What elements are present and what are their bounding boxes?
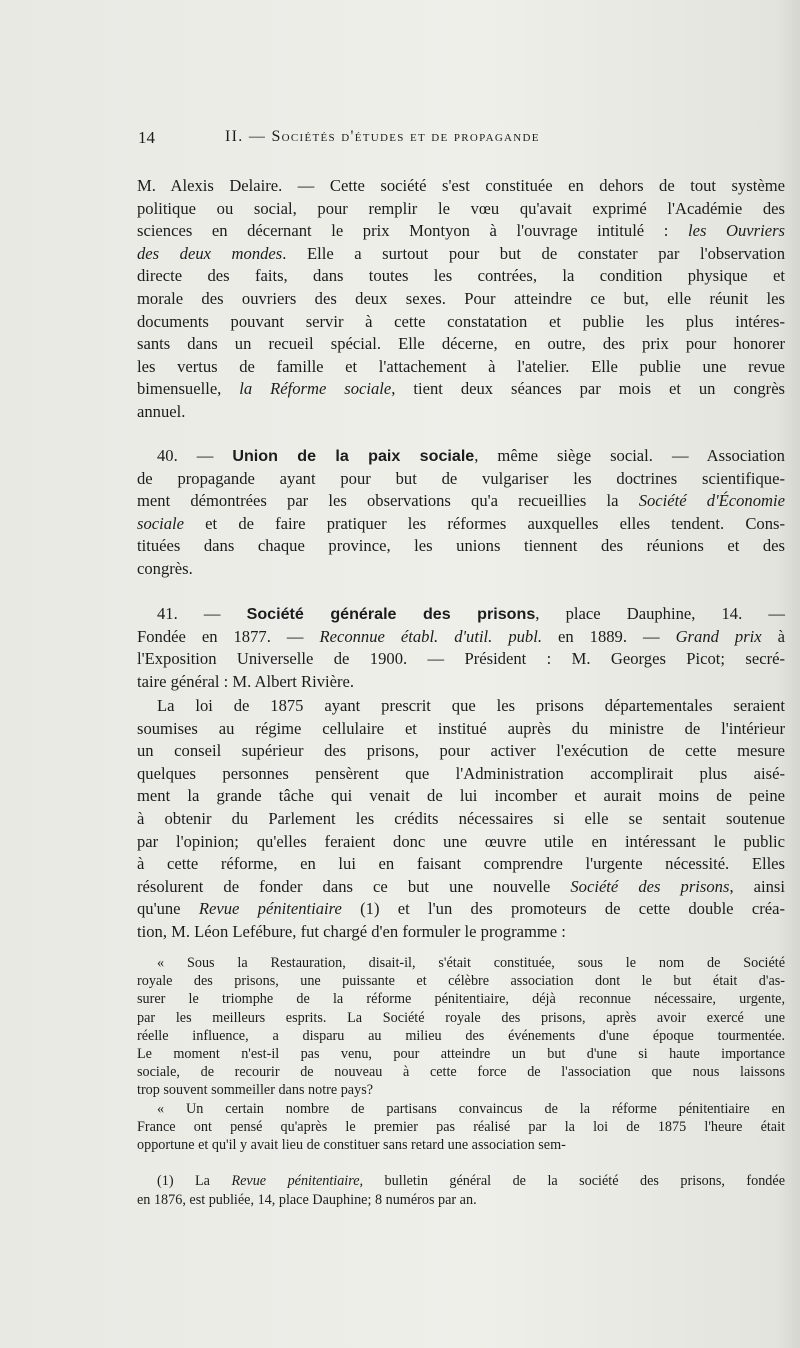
entry-title: Société générale des prisons xyxy=(246,605,536,623)
text-run: annuel. xyxy=(137,401,186,421)
text-line xyxy=(137,1100,785,1118)
text-line xyxy=(137,740,785,763)
text-line xyxy=(137,468,785,491)
text-run: en 1876, est publiée, 14, place Dauphine; 8 numéros par an. xyxy=(137,1192,477,1208)
text-run: à obtenir du Parlement les crédits nécessaires si elle se sentait soutenue xyxy=(137,808,785,828)
text-run: M. Alexis Delaire. — Cette société s'est constituée en dehors de tout système xyxy=(137,176,785,195)
paragraph-loi-1875 xyxy=(137,695,785,944)
text-run: bulletin général de la société des prisons, fondée xyxy=(363,1173,785,1189)
text-line xyxy=(137,1063,785,1081)
text-run: qu'une xyxy=(137,899,199,919)
italic-text: sociale xyxy=(137,513,185,533)
text-run: ment démontrées par les observations qu'a recueillies la xyxy=(137,491,639,511)
text-line xyxy=(137,898,785,921)
paragraph-delaire xyxy=(137,175,785,424)
text-line xyxy=(137,648,785,671)
text-run: congrès. xyxy=(137,558,193,578)
text-line xyxy=(137,718,785,741)
text-line xyxy=(137,1009,785,1027)
text-line xyxy=(137,954,785,972)
text-line xyxy=(137,198,785,221)
text-run: et de faire pratiquer les réformes auxquelles elles tendent. Cons- xyxy=(184,513,785,533)
text-line xyxy=(137,695,785,718)
italic-text: des deux mondes xyxy=(137,243,283,263)
text-line xyxy=(137,626,785,649)
italic-text: Revue pénitentiaire xyxy=(198,899,342,919)
text-run: Le moment n'est-il pas venu, pour atteindre un but d'une si haute importance xyxy=(137,1045,785,1062)
running-title: II. — Sociétés d'études et de propagande xyxy=(225,128,540,145)
page-number: 14 xyxy=(138,128,155,147)
text-line xyxy=(137,785,785,808)
text-line xyxy=(137,558,785,581)
text-run: résolurent de fonder dans ce but une nouvelle xyxy=(137,876,571,896)
text-run: (1) La xyxy=(157,1173,232,1189)
entry-40-union-paix-sociale xyxy=(137,445,785,581)
text-run: opportune et qu'il y avait lieu de constituer sans retard une association sem- xyxy=(137,1136,566,1153)
text-run: tion, M. Léon Lefébure, fut chargé d'en formuler le programme : xyxy=(137,921,566,941)
text-run: France ont pensé qu'après le premier pas réalisé par la loi de 1875 l'heure était xyxy=(137,1118,785,1135)
quotation xyxy=(137,954,785,1154)
text-line xyxy=(137,243,785,266)
italic-text: Revue pénitentiaire, xyxy=(231,1173,364,1189)
text-run: par l'opinion; qu'elles feraient donc une œuvre utile en intéressant le public xyxy=(137,831,785,851)
entry-41-societe-prisons xyxy=(137,603,785,693)
text-line xyxy=(137,1172,785,1191)
text-run: , même siège social. — Association xyxy=(474,446,785,465)
text-line xyxy=(137,445,785,468)
text-line xyxy=(137,1191,785,1210)
italic-text: Reconnue établ. d'util. publ. xyxy=(319,626,542,646)
text-run: taire général : M. Albert Rivière. xyxy=(137,671,355,691)
text-line xyxy=(137,311,785,334)
text-run: tituées dans chaque province, les unions tiennent des réunions et des xyxy=(137,536,785,556)
text-run: directe des faits, dans toutes les contrées, la condition physique et xyxy=(137,266,785,286)
text-line xyxy=(137,1136,785,1154)
text-line xyxy=(137,671,785,694)
text-line xyxy=(137,1027,785,1045)
text-run: sciences en décernant le prix Montyon à l'ouvrage intitulé : xyxy=(137,221,688,241)
italic-text: les Ouvriers xyxy=(687,221,786,241)
text-run: royale des prisons, une puissante et célèbre association dont le but était d'as- xyxy=(137,973,785,990)
text-run: Fondée en 1877. — xyxy=(137,626,320,646)
italic-text: Société d'Économie xyxy=(638,491,785,511)
text-run: un conseil supérieur des prisons, pour activer l'exécution de cette mesure xyxy=(137,741,785,761)
text-run: trop souvent sommeiller dans notre pays? xyxy=(137,1082,374,1099)
text-line xyxy=(137,356,785,379)
text-run: à cette réforme, en lui en faisant comprendre l'urgente nécessité. Elles xyxy=(137,854,785,874)
text-run: politique ou social, pour remplir le vœu qu'avait exprimé l'Académie des xyxy=(137,198,785,218)
text-run: bimensuelle, xyxy=(137,379,240,399)
text-line xyxy=(137,265,785,288)
text-run: 40. — xyxy=(157,446,233,465)
text-run: surer le triomphe de la réforme pénitentiaire, déjà reconnue nécessaire, urgente, xyxy=(137,991,785,1008)
text-line xyxy=(137,220,785,243)
italic-text: Grand prix xyxy=(675,626,762,646)
text-line xyxy=(137,990,785,1008)
italic-text: Société des prisons xyxy=(570,876,730,896)
text-run: ment la grande tâche qui venait de lui incomber et aurait moins de peine xyxy=(137,786,785,806)
text-line xyxy=(137,288,785,311)
text-run: (1) et l'un des promoteurs de cette double créa- xyxy=(341,899,785,919)
entry-title: Union de la paix sociale xyxy=(232,447,475,465)
text-run: soumises au régime cellulaire et institué auprès du ministre de l'intérieur xyxy=(137,718,785,738)
text-run: , ainsi xyxy=(729,876,786,896)
text-run: en 1889. — xyxy=(541,626,676,646)
text-run: de propagande ayant pour but de vulgariser les doctrines scientifique- xyxy=(137,468,785,488)
footnote xyxy=(137,1172,785,1210)
text-line xyxy=(137,853,785,876)
italic-text: la Réforme sociale xyxy=(239,379,392,399)
text-run: , place Dauphine, 14. — xyxy=(535,604,785,623)
text-run: , tient deux séances par mois et un congrès xyxy=(391,379,786,399)
text-line xyxy=(137,831,785,854)
text-line xyxy=(137,513,785,536)
text-line xyxy=(137,175,785,198)
text-line xyxy=(137,535,785,558)
text-line xyxy=(137,921,785,944)
text-run: sociale, de recourir de nouveau à cette force de l'association que nous laissons xyxy=(137,1064,785,1081)
text-line xyxy=(137,333,785,356)
text-line xyxy=(137,1045,785,1063)
text-run: sants dans un recueil spécial. Elle décerne, en outre, des prix pour honorer xyxy=(137,334,785,354)
text-run: . Elle a surtout pour but de constater par l'observation xyxy=(282,243,785,263)
text-run: 41. — xyxy=(157,604,247,623)
text-line xyxy=(137,490,785,513)
text-run: les vertus de famille et l'attachement à l'atelier. Elle publie une revue xyxy=(137,356,785,376)
text-line xyxy=(137,808,785,831)
text-run: par les meilleurs esprits. La Société royale des prisons, après avoir exercé une xyxy=(137,1009,785,1026)
text-line xyxy=(137,378,785,401)
text-line xyxy=(137,1118,785,1136)
text-line xyxy=(137,972,785,990)
text-line xyxy=(137,401,785,424)
text-line xyxy=(137,1081,785,1099)
text-run: « Un certain nombre de partisans convaincus de la réforme pénitentiaire en xyxy=(157,1100,785,1117)
text-run: à xyxy=(761,626,786,646)
text-run: réelle influence, a disparu au milieu des événements d'une époque tourmentée. xyxy=(137,1027,785,1044)
text-run: quelques personnes pensèrent que l'Administration accomplirait plus aisé- xyxy=(137,763,785,783)
text-run: l'Exposition Universelle de 1900. — Président : M. Georges Picot; secré- xyxy=(137,649,785,669)
text-line xyxy=(137,763,785,786)
text-run: La loi de 1875 ayant prescrit que les prisons départementales seraient xyxy=(157,696,785,715)
text-run: « Sous la Restauration, disait-il, s'était constituée, sous le nom de Société xyxy=(157,955,785,971)
text-run: documents pouvant servir à cette constatation et publie les plus intéres- xyxy=(137,311,785,331)
running-header xyxy=(138,128,698,152)
text-run: morale des ouvriers des deux sexes. Pour atteindre ce but, elle réunit les xyxy=(137,288,785,308)
text-line xyxy=(137,603,785,626)
text-line xyxy=(137,876,785,899)
